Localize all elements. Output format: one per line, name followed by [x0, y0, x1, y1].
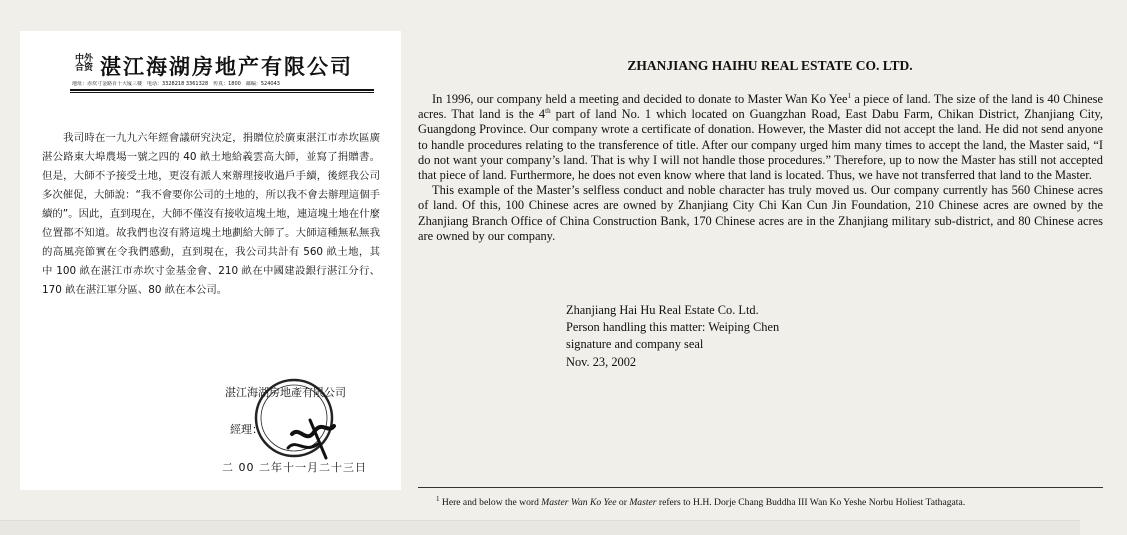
- footnote: [436, 494, 1116, 508]
- letter-body-text: 我司時在一九九六年經會議研究決定，捐贈位於廣東湛江市赤坎區廣湛公路東大埠農場一號之四的 40 畝土地給義雲高大師，並寫了捐贈書。但是，大師不予接受土地，更沒有派人來辦理接收過戶手續，後經我公司多次催促，大師說：“我不會要你公司的土地的，所以我不會去辦理這個手續的”。因此，直到現在，大師不僅沒有接收這塊土地，連這塊土地在什麼位置都不知道。故我們也沒有將這塊土地劃給大師了。大師這種無私無我的高風亮節實在令我們感動，直到現在，我公司共計有 560 畝土地，其中 100 畝在湛江市赤坎寸金基金會、210 畝在中國建設銀行湛江分行、170 畝在湛江軍分區、80 畝在本公司。: [42, 132, 380, 296]
- footnote-term-1: Master Wan Ko Yee: [541, 497, 617, 508]
- footnote-reference: 1: [847, 91, 851, 100]
- translation-paragraph-1: [418, 92, 1103, 183]
- footnote-marker: 1: [436, 494, 440, 503]
- closing-company: Zhanjiang Hai Hu Real Estate Co. Ltd.: [566, 303, 759, 317]
- letterhead-rule: [70, 89, 374, 91]
- closing-block: [566, 302, 779, 371]
- closing-signature-note: signature and company seal: [566, 337, 704, 352]
- letterhead-company-name: 湛江海湖房地产有限公司: [100, 54, 353, 79]
- company-seal-stamp: [248, 374, 340, 466]
- letter-date: 二 00 二年十一月二十三日: [222, 461, 367, 474]
- paragraph-1-text-a: In 1996, our company held a meeting and decided to donate to Master Wan Ko Yee: [432, 92, 848, 106]
- paragraph-1-text-b: a piece of land. The size of the land is 40 Chinese acres. That land is the 4: [418, 92, 1103, 122]
- footnote-text-a: Here and below the word: [439, 497, 542, 508]
- footnote-text-b: or: [616, 497, 630, 508]
- footnote-divider: [418, 487, 1103, 488]
- closing-date: Nov. 23, 2002: [566, 354, 637, 369]
- paragraph-1-text-c: part of land No. 1 which located on Guangzhan Road, East Dabu Farm, Chikan District, Zhanjiang City, Guangdong Province. Our company wrote a certificate of donation. However, the Master did not accept the land. He did not send anyone to handle procedures relating to the transference of title. After our company urged him many times to accept the land, the Master said, “I do not want your company’s land. That is why I will not handle those procedures.” Therefore, up to now the Master has still not accepted that piece of land. Furthermore, he does not even know where that land is located. Thus, we have not transferred that land to the Master.: [418, 107, 1103, 183]
- closing-person: Person handling this matter: Weiping Chen: [566, 320, 780, 335]
- letterhead-joint-venture-mark: 中外合资: [74, 53, 93, 72]
- scanned-letter: [20, 31, 401, 490]
- letterhead-rule-thin: [70, 92, 374, 93]
- translation-title: ZHANJIANG HAIHU REAL ESTATE CO. LTD.: [627, 58, 913, 73]
- page-bottom-strip: [0, 520, 1080, 535]
- translation-paragraph-2: This example of the Master’s selfless conduct and noble character has truly moved us. Our company currently has 560 Chinese acres of land. Of this, 100 Chinese acres are owned by Zhanjiang City Chi Kan Cun Jin Foundation, 210 Chinese acres are owned by the Zhanjiang Branch Office of China Construction Bank, 170 Chinese acres are in the Zhanjiang military sub-district, and 80 Chinese acres are owned by our company.: [418, 183, 1103, 243]
- footnote-term-2: Master: [629, 497, 657, 508]
- footnote-text-c: refers to H.H. Dorje Chang Buddha III Wan Ko Yeshe Norbu Holiest Tathagata.: [656, 497, 966, 508]
- letter-signer: 湛江海湖房地產有限公司: [225, 386, 346, 399]
- letterhead-address: 地址：赤坎寸金路百十大厦三楼 电话：3328218 3361328 传真：1800 邮编：524043: [72, 81, 280, 87]
- ordinal-suffix: th: [545, 107, 551, 116]
- translation-body: [418, 92, 1103, 244]
- letter-manager-label: 經理：: [230, 423, 263, 436]
